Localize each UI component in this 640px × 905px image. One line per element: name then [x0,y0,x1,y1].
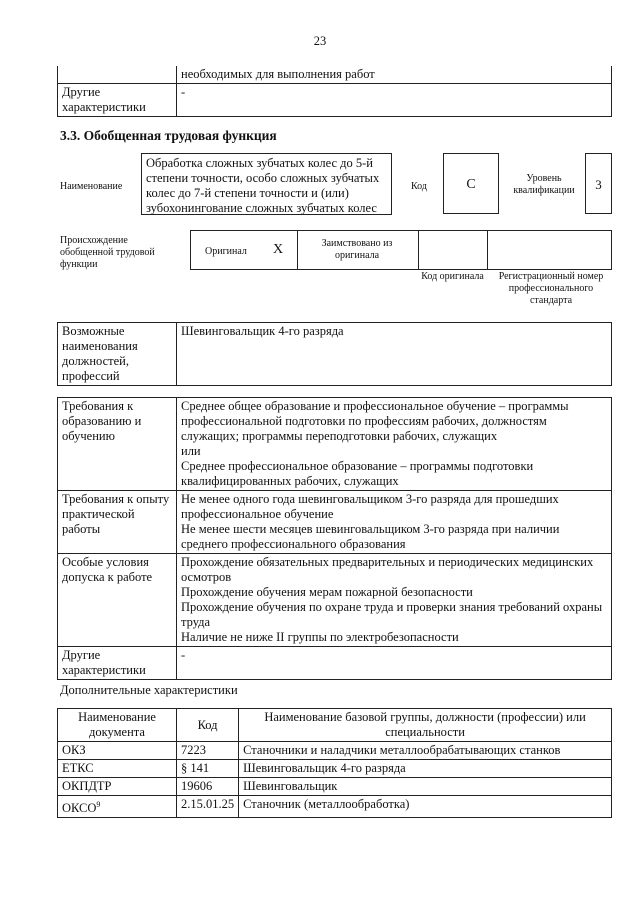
other-value: - [177,647,612,680]
experience-line: Не менее одного года шевинговальщиком 3-го разряда для прошедших профессиональное обучение [181,492,559,521]
admission-line: Наличие не ниже II группы по электробезопасности [181,630,459,644]
row-document: ОКЗ [58,742,177,760]
admission-line: Прохождение обучения мерам пожарной безопасности [181,585,473,599]
origin-label: Происхождение обобщенной трудовой функции [60,235,155,270]
admission-label: Особые условия допуска к работе [58,554,177,647]
requirements-row-experience [58,491,612,554]
top-table-other-label: Другие характеристики [58,84,177,117]
admission-value [177,554,612,647]
row-name: Станочник (металлообработка) [239,796,612,818]
row-code: § 141 [177,760,239,778]
top-table-other-value: - [177,84,612,117]
additional-title: Дополнительные характеристики [60,683,238,697]
requirements-row-other [58,647,612,680]
row-name: Шевинговальщик 4-го разряда [239,760,612,778]
header-code: Код [177,709,239,742]
header-document: Наименование документа [58,709,177,742]
borrowed-label: Заимствовано из оригинала [321,238,393,261]
education-value [177,398,612,491]
page-number: 23 [313,34,327,48]
requirements-row-education [58,398,612,491]
education-line: Среднее профессиональное образование – программы подготовки квалифицированных рабочих, служащих [181,459,534,488]
original-mark: X [273,242,284,257]
row-code: 19606 [177,778,239,796]
table-row [58,742,612,760]
qualification-level-box: 3 [585,153,612,214]
top-table [57,66,612,117]
other-label: Другие характеристики [58,647,177,680]
experience-line: Не менее шести месяцев шевинговальщиком 3-го разряда при наличии среднего профессионального образования [181,522,560,551]
row-document: ЕТКС [58,760,177,778]
education-line: или [181,444,201,458]
code-label: Код [411,181,427,192]
admission-line: Прохождение обязательных предварительных и периодических медицинских осмотров [181,555,594,584]
requirements-row-admission [58,554,612,647]
origin-row [190,230,612,270]
positions-value: Шевинговальщик 4-го разряда [177,323,612,386]
row-code: 2.15.01.25 [177,796,239,818]
reg-number-caption: Регистрационный номер профессионального стандарта [498,271,604,306]
experience-value [177,491,612,554]
table-row [58,760,612,778]
additional-header-row [58,709,612,742]
row-document: ОКПДТР [58,778,177,796]
row-document [58,796,177,818]
header-name: Наименование базовой группы, должности (профессии) или специальности [239,709,612,742]
footnote-mark: 9 [96,800,101,809]
origin-divider-2 [418,231,419,269]
table-row [58,778,612,796]
admission-line: Прохождение обучения по охране труда и проверки знания требований охраны труда [181,600,603,629]
function-name-box: Обработка сложных зубчатых колес до 5-й степени точности, особо сложных зубчатых колес до 7-й степени точности и (или) зубохонингование сложных зубчатых колес [141,153,392,215]
experience-label: Требования к опыту практической работы [58,491,177,554]
original-label: Оригинал [205,246,247,257]
origin-divider-1 [297,231,298,269]
positions-table [57,322,612,386]
additional-table [57,708,612,818]
row-code: 7223 [177,742,239,760]
code-original-caption: Код оригинала [421,271,484,282]
section-title: 3.3. Обобщенная трудовая функция [60,128,277,143]
requirements-table [57,397,612,680]
education-label: Требования к образованию и обучению [58,398,177,491]
positions-label: Возможные наименования должностей, профессий [58,323,177,386]
function-code-box: C [443,153,499,214]
row-document-text: ОКСО [62,801,97,816]
top-table-row1-value: необходимых для выполнения работ [177,66,612,84]
top-table-empty-cell [58,66,177,84]
level-label: Уровень квалификации [513,173,575,196]
education-line: Среднее общее образование и профессиональное обучение – программы профессиональной подготовки по профессиям рабочих, должностям служащих; программы переподготовки рабочих, служащих [181,399,569,443]
row-name: Станочники и наладчики металлообрабатывающих станков [239,742,612,760]
name-label: Наименование [60,181,123,192]
row-name: Шевинговальщик [239,778,612,796]
table-row [58,796,612,818]
origin-divider-3 [487,231,488,269]
